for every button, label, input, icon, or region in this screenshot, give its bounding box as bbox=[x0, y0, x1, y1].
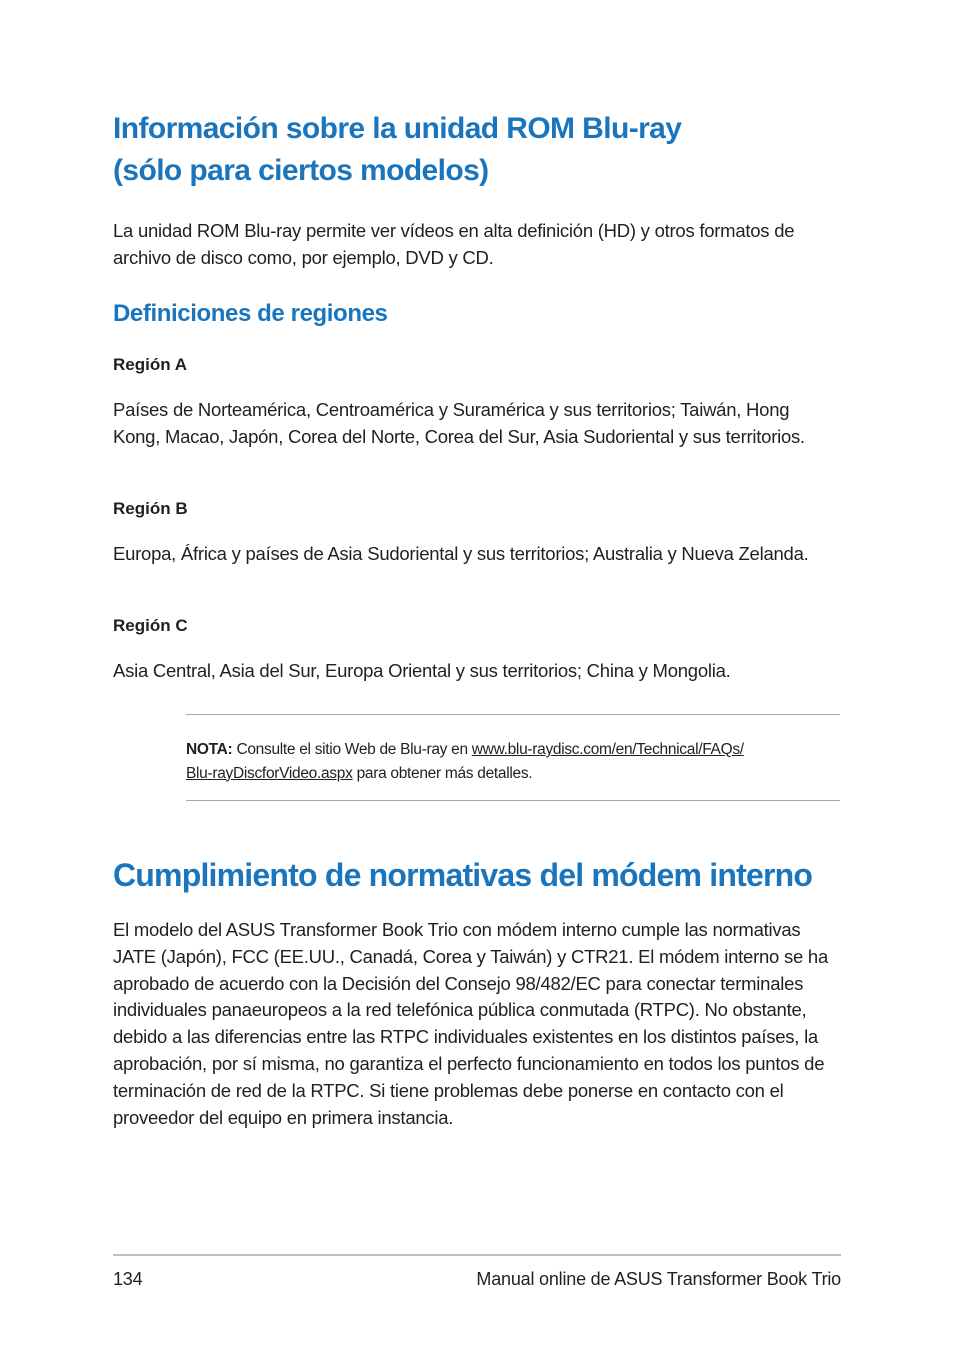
region-b-description: Europa, África y países de Asia Sudoriental y sus territorios; Australia y Nueva Zelanda. bbox=[113, 543, 809, 564]
page-number: 134 bbox=[113, 1269, 143, 1289]
modem-compliance-body: El modelo del ASUS Transformer Book Trio con módem interno cumple las normativas JATE (Japón), FCC (EE.UU., Canadá, Corea y Taiwán) y CTR21. El módem interno se ha aprobado de acuerdo con la Decisión del Consejo 98/482/EC para conectar terminales individuales panaeuropeos a la red telefónica pública conmutada (RTPC). No obstante, debido a las diferencias entre las RTPC individuales existentes en los distintos países, la aprobación, por sí misma, no garantiza el perfecto funcionamiento en todos los puntos de terminación de red de la RTPC. Si tiene problemas debe ponerse en contacto con el proveedor del equipo en primera instancia. bbox=[113, 919, 828, 1128]
note-text-after: para obtener más detalles. bbox=[356, 764, 533, 782]
modem-compliance-title: Cumplimiento de normativas del módem interno bbox=[113, 857, 813, 893]
note-top-divider bbox=[186, 714, 840, 715]
note-text-before: Consulte el sitio Web de Blu-ray en bbox=[236, 741, 468, 758]
manual-title: Manual online de ASUS Transformer Book Trio bbox=[476, 1269, 841, 1289]
region-definitions-heading: Definiciones de regiones bbox=[113, 300, 388, 327]
footer-divider bbox=[113, 1254, 841, 1256]
region-b-label: Región B bbox=[113, 499, 188, 518]
blu-ray-faq-link-line-1[interactable]: www.blu-raydisc.com/en/Technical/FAQs/ bbox=[471, 741, 744, 758]
blu-ray-section-title bbox=[113, 108, 853, 192]
region-a-label: Región A bbox=[113, 355, 187, 374]
region-c-description: Asia Central, Asia del Sur, Europa Oriental y sus territorios; China y Mongolia. bbox=[113, 660, 731, 681]
blu-ray-title-line-2: (sólo para ciertos modelos) bbox=[113, 154, 489, 187]
region-c-label: Región C bbox=[113, 616, 188, 635]
blu-ray-intro-paragraph: La unidad ROM Blu-ray permite ver vídeos en alta definición (HD) y otros formatos de archivo de disco como, por ejemplo, DVD y CD. bbox=[113, 220, 795, 268]
region-a-description: Países de Norteamérica, Centroamérica y Suramérica y sus territorios; Taiwán, Hong Kong, Macao, Japón, Corea del Norte, Corea del Sur, Asia Sudoriental y sus territorios. bbox=[113, 399, 805, 447]
blu-ray-title-line-1: Información sobre la unidad ROM Blu-ray bbox=[113, 112, 682, 145]
note-text bbox=[186, 738, 841, 785]
blu-ray-faq-link-line-2[interactable]: Blu-rayDiscforVideo.aspx bbox=[186, 764, 353, 782]
note-label: NOTA: bbox=[186, 741, 233, 758]
note-bottom-divider bbox=[186, 800, 840, 801]
